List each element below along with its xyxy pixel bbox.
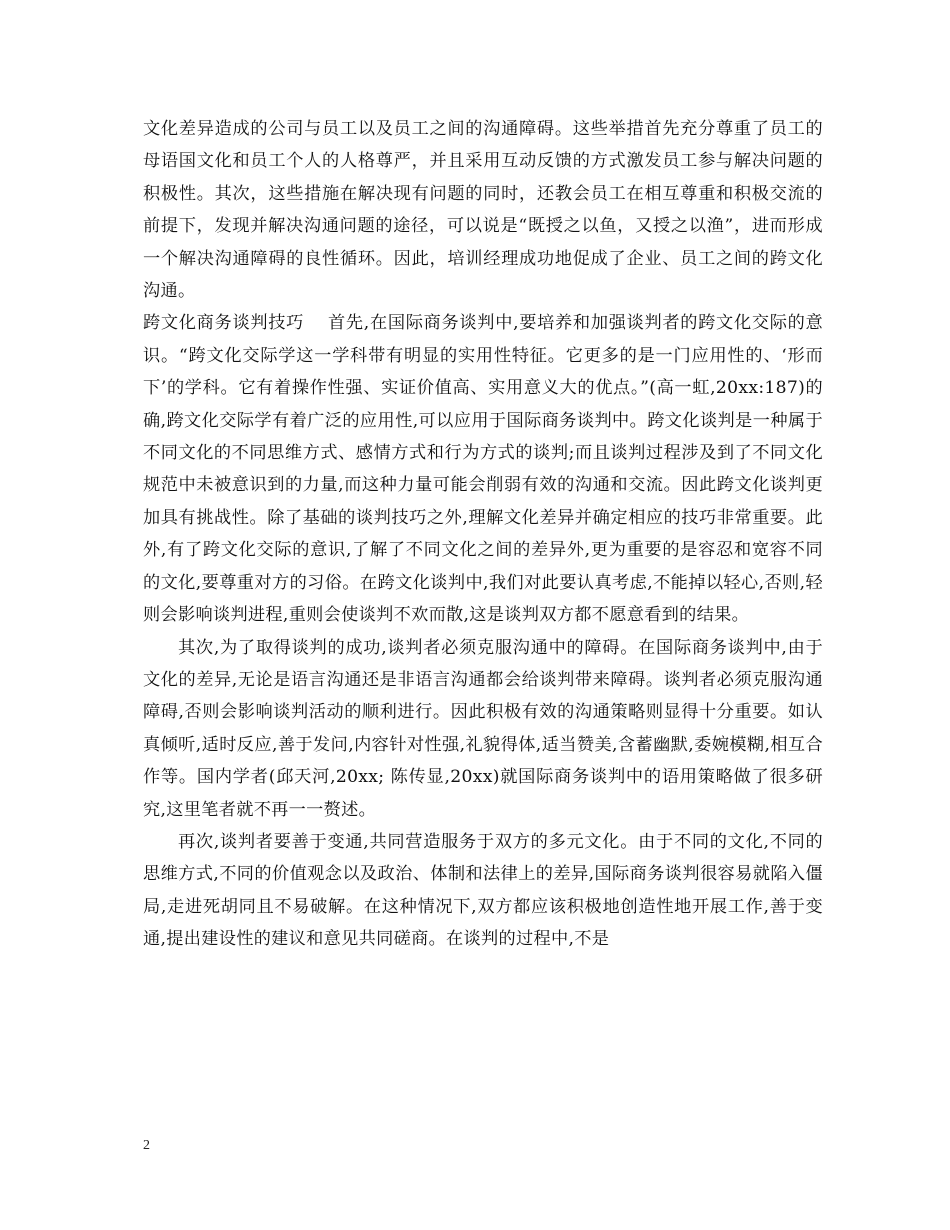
paragraph-2-body: 首先,在国际商务谈判中,要培养和加强谈判者的跨文化交际的意识。“跨文化交际学这一学科带有明显的实用性特征。它更多的是一门应用性的、‘形而下’的学科。它有着操作性强、实证价值高、实用意义大的优点。”(高一虹,20xx:187)的确,跨文化交际学有着广泛的应用性,可以应用于国际商务谈判中。跨文化谈判是一种属于不同文化的不同思维方式、感情方式和行为方式的谈判;而且谈判过程涉及到了不同文化规范中未被意识到的力量,而这种力量可能会削弱有效的沟通和交流。因此跨文化谈判更加具有挑战性。除了基础的谈判技巧之外,理解文化差异并确定相应的技巧非常重要。此外,有了跨文化交际的意识,了解了不同文化之间的差异外,更为重要的是容忍和宽容不同的文化,要尊重对方的习俗。在跨文化谈判中,我们对此要认真考虑,不能掉以轻心,否则,轻则会影响谈判进程,重则会使谈判不欢而散,这是谈判双方都不愿意看到的结果。 [143, 313, 823, 626]
paragraph-4: 再次,谈判者要善于变通,共同营造服务于双方的多元文化。由于不同的文化,不同的思维方式,不同的价值观念以及政治、体制和法律上的差异,国际商务谈判很容易就陷入僵局,走进死胡同且不易破解。在这种情况下,双方都应该积极地创造性地开展工作,善于变通,提出建设性的建议和意见共同磋商。在谈判的过程中,不是 [143, 831, 823, 950]
paragraph-1: 文化差异造成的公司与员工以及员工之间的沟通障碍。这些举措首先充分尊重了员工的母语国文化和员工个人的人格尊严，并且采用互动反馈的方式激发员工参与解决问题的积极性。其次，这些措施在解决现有问题的同时，还教会员工在相互尊重和积极交流的前提下，发现并解决沟通问题的途径，可以说是“既授之以鱼，又授之以渔”，进而形成一个解决沟通障碍的良性循环。因此，培训经理成功地促成了企业、员工之间的跨文化沟通。 [143, 119, 823, 302]
paragraph-2 [143, 307, 823, 631]
section-heading: 跨文化商务谈判技巧 [143, 313, 305, 334]
paragraph-3: 其次,为了取得谈判的成功,谈判者必须克服沟通中的障碍。在国际商务谈判中,由于文化的差异,无论是语言沟通还是非语言沟通都会给谈判带来障碍。谈判者必须克服沟通障碍,否则会影响谈判活动的顺利进行。因此积极有效的沟通策略则显得十分重要。如认真倾听,适时反应,善于发问,内容针对性强,礼貌得体,适当赞美,含蓄幽默,委婉模糊,相互合作等。国内学者(邱天河,20xx; 陈传显,20xx)就国际商务谈判中的语用策略做了很多研究,这里笔者就不再一一赘述。 [143, 637, 823, 820]
page-number: 2 [143, 1138, 150, 1153]
document-body [143, 113, 823, 956]
